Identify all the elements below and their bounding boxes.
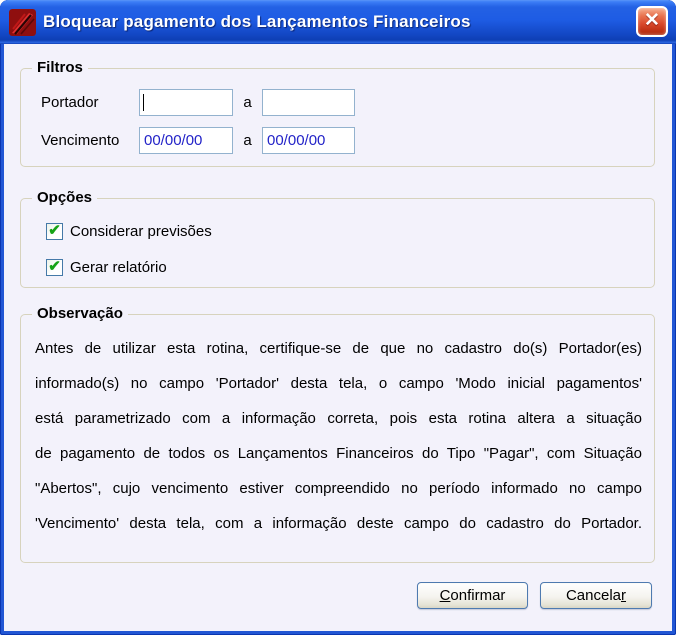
- checkmark-icon: ✔: [48, 221, 61, 239]
- portador-to-input[interactable]: [262, 89, 355, 116]
- vencimento-from-input[interactable]: [139, 127, 233, 154]
- checkbox-box[interactable]: [46, 223, 63, 240]
- portador-label: Portador: [41, 94, 99, 111]
- observacao-line: Antes de utilizar esta rotina, certifique-se de que no cadastro do(s) Portador(es): [35, 340, 642, 357]
- checkbox-label: Gerar relatório: [70, 258, 167, 276]
- app-logo-icon: [9, 9, 36, 36]
- text-caret: [143, 94, 144, 111]
- observacao-text: [35, 331, 642, 541]
- filtros-group-title: Filtros: [32, 59, 88, 77]
- confirmar-button[interactable]: [417, 582, 528, 609]
- observacao-line: de pagamento de todos os Lançamentos Financeiros do Tipo "Pagar", com Situação: [35, 445, 642, 462]
- cancelar-accel: r: [621, 587, 627, 604]
- portador-row: [41, 89, 355, 116]
- opcoes-groupbox: [20, 189, 655, 288]
- dialog-body: [4, 44, 672, 631]
- portador-range-separator: a: [243, 94, 252, 111]
- vencimento-label: Vencimento: [41, 132, 120, 149]
- confirmar-rest: onfirmar: [450, 587, 506, 604]
- close-icon[interactable]: ✕: [636, 6, 668, 37]
- confirmar-accel: C: [439, 587, 451, 604]
- window-title: Bloquear pagamento dos Lançamentos Financeiros: [43, 12, 471, 31]
- checkbox-gerar-relatorio[interactable]: [46, 258, 167, 276]
- observacao-line: informado(s) no campo 'Portador' desta tela, o campo 'Modo inicial pagamentos': [35, 375, 642, 392]
- portador-from-input[interactable]: [139, 89, 233, 116]
- title-bar[interactable]: [0, 0, 676, 44]
- checkmark-icon: ✔: [48, 257, 61, 275]
- observacao-line: "Abertos", cujo vencimento estiver compreendido no período informado no campo: [35, 480, 642, 497]
- filtros-groupbox: [20, 59, 655, 167]
- observacao-line: está parametrizado com a informação correta, pois esta rotina altera a situação: [35, 410, 642, 427]
- opcoes-group-title: Opções: [32, 189, 97, 207]
- vencimento-to-input[interactable]: [262, 127, 355, 154]
- vencimento-range-separator: a: [243, 132, 252, 149]
- observacao-line: 'Vencimento' desta tela, com a informação deste campo do cadastro do Portador.: [35, 515, 642, 532]
- cancelar-button[interactable]: [540, 582, 652, 609]
- checkbox-box[interactable]: [46, 259, 63, 276]
- observacao-groupbox: [20, 305, 655, 563]
- cancelar-rest: Cancela: [565, 587, 622, 604]
- vencimento-row: [41, 127, 355, 154]
- observacao-group-title: Observação: [32, 305, 128, 323]
- checkbox-label: Considerar previsões: [70, 222, 212, 240]
- checkbox-considerar-previsoes[interactable]: [46, 222, 212, 240]
